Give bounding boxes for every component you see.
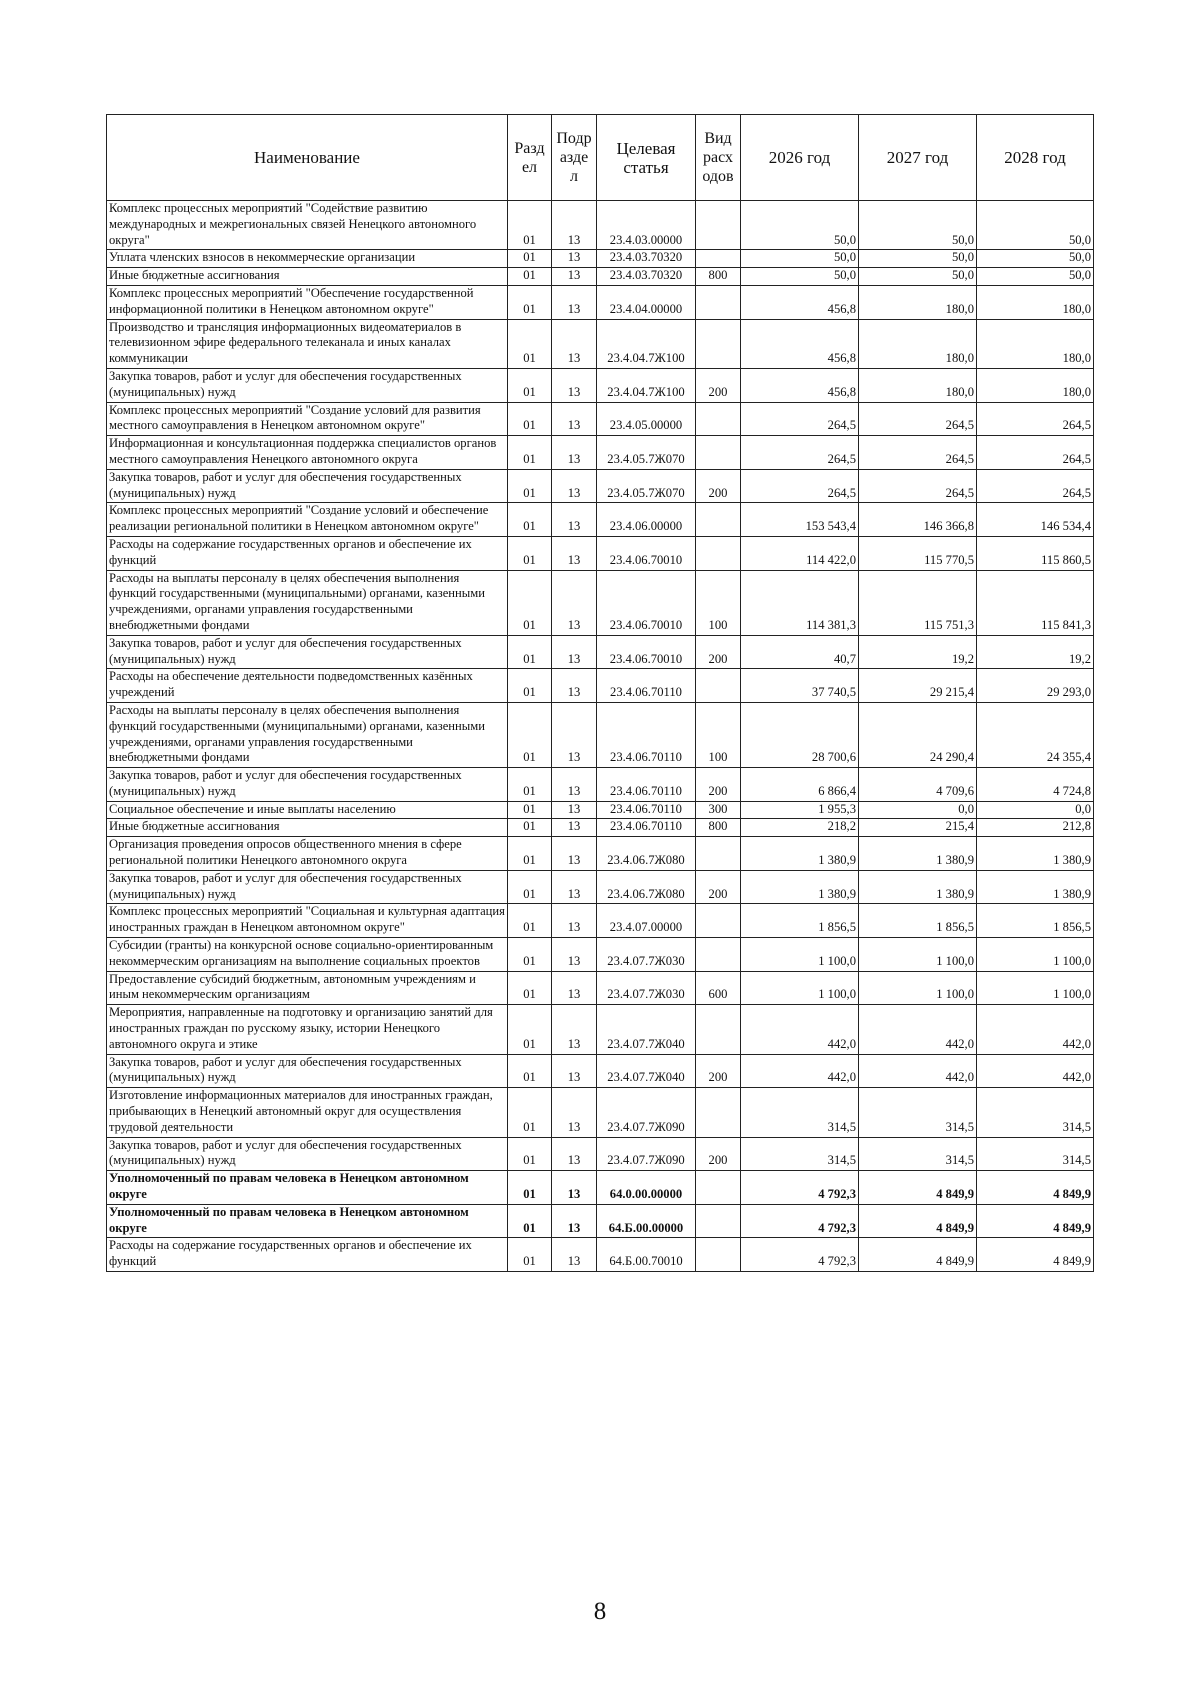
row-expense-type-cell (696, 1204, 741, 1238)
row-section-cell: 01 (508, 1238, 552, 1272)
table-row (107, 1088, 1094, 1137)
row-amount-2027-cell: 1 100,0 (859, 971, 977, 1005)
row-amount-2028-cell: 1 100,0 (977, 971, 1094, 1005)
row-amount-2027-cell: 264,5 (859, 436, 977, 470)
table-row (107, 1054, 1094, 1088)
row-expense-type-cell (696, 904, 741, 938)
row-subsection-cell: 13 (552, 503, 597, 537)
row-expense-type-cell: 600 (696, 971, 741, 1005)
row-amount-2028-cell: 4 724,8 (977, 768, 1094, 802)
row-subsection-cell: 13 (552, 870, 597, 904)
row-subsection-cell: 13 (552, 938, 597, 972)
row-expense-type-cell (696, 837, 741, 871)
row-section-cell: 01 (508, 971, 552, 1005)
row-subsection-cell: 13 (552, 285, 597, 319)
row-amount-2028-cell: 442,0 (977, 1054, 1094, 1088)
row-amount-2028-cell: 212,8 (977, 819, 1094, 837)
row-amount-2027-cell: 4 709,6 (859, 768, 977, 802)
row-name-cell: Комплекс процессных мероприятий "Создание условий и обеспечение реализации региональной политики в Ненецком автономном округе" (107, 503, 508, 537)
row-target-article-cell: 23.4.04.00000 (597, 285, 696, 319)
row-section-cell: 01 (508, 1054, 552, 1088)
row-amount-2026-cell: 6 866,4 (741, 768, 859, 802)
row-name-cell: Изготовление информационных материалов для иностранных граждан, прибывающих в Ненецкий автономный округ для осуществления трудовой деятельности (107, 1088, 508, 1137)
row-subsection-cell: 13 (552, 819, 597, 837)
table-row (107, 402, 1094, 436)
row-amount-2027-cell: 0,0 (859, 801, 977, 819)
row-name-cell: Организация проведения опросов общественного мнения в сфере региональной политики Ненецкого автономного округа (107, 837, 508, 871)
row-name-cell: Закупка товаров, работ и услуг для обеспечения государственных (муниципальных) нужд (107, 870, 508, 904)
row-expense-type-cell: 800 (696, 268, 741, 286)
row-section-cell: 01 (508, 201, 552, 250)
row-expense-type-cell: 100 (696, 702, 741, 767)
row-name-cell: Информационная и консультационная поддержка специалистов органов местного самоуправления Ненецкого автономного округа (107, 436, 508, 470)
row-name-cell: Уполномоченный по правам человека в Ненецком автономном округе (107, 1171, 508, 1205)
row-amount-2026-cell: 456,8 (741, 368, 859, 402)
row-amount-2026-cell: 264,5 (741, 402, 859, 436)
row-name-cell: Закупка товаров, работ и услуг для обеспечения государственных (муниципальных) нужд (107, 1137, 508, 1171)
row-amount-2028-cell: 50,0 (977, 268, 1094, 286)
table-row (107, 1171, 1094, 1205)
row-subsection-cell: 13 (552, 250, 597, 268)
row-subsection-cell: 13 (552, 768, 597, 802)
row-section-cell: 01 (508, 402, 552, 436)
header-year-2026: 2026 год (741, 115, 859, 201)
row-amount-2028-cell: 24 355,4 (977, 702, 1094, 767)
row-target-article-cell: 23.4.04.7Ж100 (597, 368, 696, 402)
row-amount-2028-cell: 180,0 (977, 319, 1094, 368)
row-name-cell: Предоставление субсидий бюджетным, автономным учреждениям и иным некоммерческим организациям (107, 971, 508, 1005)
row-expense-type-cell (696, 669, 741, 703)
row-subsection-cell: 13 (552, 1005, 597, 1054)
row-subsection-cell: 13 (552, 368, 597, 402)
row-amount-2026-cell: 456,8 (741, 319, 859, 368)
row-amount-2027-cell: 1 380,9 (859, 870, 977, 904)
row-subsection-cell: 13 (552, 402, 597, 436)
row-amount-2028-cell: 314,5 (977, 1088, 1094, 1137)
row-subsection-cell: 13 (552, 1137, 597, 1171)
table-row (107, 702, 1094, 767)
row-subsection-cell: 13 (552, 669, 597, 703)
row-amount-2028-cell: 1 856,5 (977, 904, 1094, 938)
table-row (107, 904, 1094, 938)
row-subsection-cell: 13 (552, 801, 597, 819)
row-expense-type-cell: 200 (696, 768, 741, 802)
row-amount-2026-cell: 4 792,3 (741, 1238, 859, 1272)
row-section-cell: 01 (508, 469, 552, 503)
row-amount-2026-cell: 37 740,5 (741, 669, 859, 703)
row-amount-2026-cell: 153 543,4 (741, 503, 859, 537)
row-amount-2027-cell: 115 770,5 (859, 536, 977, 570)
row-expense-type-cell (696, 1088, 741, 1137)
row-section-cell: 01 (508, 1204, 552, 1238)
row-amount-2028-cell: 0,0 (977, 801, 1094, 819)
row-target-article-cell: 23.4.07.7Ж040 (597, 1054, 696, 1088)
row-amount-2027-cell: 146 366,8 (859, 503, 977, 537)
table-row (107, 436, 1094, 470)
row-amount-2026-cell: 314,5 (741, 1088, 859, 1137)
row-subsection-cell: 13 (552, 319, 597, 368)
row-section-cell: 01 (508, 285, 552, 319)
row-expense-type-cell (696, 1171, 741, 1205)
table-row (107, 837, 1094, 871)
row-amount-2027-cell: 1 380,9 (859, 837, 977, 871)
row-target-article-cell: 23.4.06.70110 (597, 702, 696, 767)
row-target-article-cell: 23.4.03.70320 (597, 250, 696, 268)
row-target-article-cell: 23.4.05.7Ж070 (597, 469, 696, 503)
row-name-cell: Закупка товаров, работ и услуг для обеспечения государственных (муниципальных) нужд (107, 469, 508, 503)
row-amount-2028-cell: 146 534,4 (977, 503, 1094, 537)
row-amount-2026-cell: 1 100,0 (741, 938, 859, 972)
page-number: 8 (593, 1598, 607, 1625)
row-amount-2028-cell: 4 849,9 (977, 1171, 1094, 1205)
row-expense-type-cell: 200 (696, 469, 741, 503)
row-subsection-cell: 13 (552, 268, 597, 286)
row-expense-type-cell: 200 (696, 1054, 741, 1088)
row-target-article-cell: 64.0.00.00000 (597, 1171, 696, 1205)
row-section-cell: 01 (508, 1088, 552, 1137)
row-name-cell: Уполномоченный по правам человека в Ненецком автономном округе (107, 1204, 508, 1238)
row-amount-2026-cell: 264,5 (741, 469, 859, 503)
row-subsection-cell: 13 (552, 971, 597, 1005)
row-name-cell: Расходы на обеспечение деятельности подведомственных казённых учреждений (107, 669, 508, 703)
row-amount-2026-cell: 50,0 (741, 201, 859, 250)
row-section-cell: 01 (508, 536, 552, 570)
row-amount-2026-cell: 40,7 (741, 635, 859, 669)
row-name-cell: Комплекс процессных мероприятий "Обеспечение государственной информационной политики в Ненецком автономном округе" (107, 285, 508, 319)
row-amount-2027-cell: 264,5 (859, 402, 977, 436)
row-amount-2028-cell: 264,5 (977, 469, 1094, 503)
header-target-article: Целевая статья (597, 115, 696, 201)
row-name-cell: Социальное обеспечение и иные выплаты населению (107, 801, 508, 819)
header-expense-type: Вид расх одов (696, 115, 741, 201)
row-amount-2026-cell: 314,5 (741, 1137, 859, 1171)
row-amount-2028-cell: 4 849,9 (977, 1204, 1094, 1238)
row-amount-2027-cell: 24 290,4 (859, 702, 977, 767)
header-year-2028: 2028 год (977, 115, 1094, 201)
row-expense-type-cell (696, 285, 741, 319)
row-name-cell: Мероприятия, направленные на подготовку и организацию занятий для иностранных граждан по русскому языку, истории Ненецкого автономного округа и этике (107, 1005, 508, 1054)
row-amount-2026-cell: 264,5 (741, 436, 859, 470)
row-section-cell: 01 (508, 503, 552, 537)
row-amount-2028-cell: 115 860,5 (977, 536, 1094, 570)
budget-table (106, 114, 1094, 1272)
row-section-cell: 01 (508, 319, 552, 368)
row-subsection-cell: 13 (552, 635, 597, 669)
row-amount-2026-cell: 1 380,9 (741, 870, 859, 904)
table-row (107, 768, 1094, 802)
table-row (107, 669, 1094, 703)
row-subsection-cell: 13 (552, 904, 597, 938)
table-row (107, 201, 1094, 250)
row-name-cell: Комплекс процессных мероприятий "Создание условий для развития местного самоуправления в Ненецком автономном округе" (107, 402, 508, 436)
row-section-cell: 01 (508, 635, 552, 669)
row-amount-2027-cell: 50,0 (859, 201, 977, 250)
row-subsection-cell: 13 (552, 570, 597, 635)
row-expense-type-cell (696, 436, 741, 470)
row-name-cell: Расходы на выплаты персоналу в целях обеспечения выполнения функций государственными (муниципальными) органами, казенными учреждениями, органами управления государственными внебюджетными фондами (107, 570, 508, 635)
row-target-article-cell: 23.4.07.7Ж030 (597, 971, 696, 1005)
row-name-cell: Расходы на выплаты персоналу в целях обеспечения выполнения функций государственными (муниципальными) органами, казенными учреждениями, органами управления государственными внебюджетными фондами (107, 702, 508, 767)
row-amount-2026-cell: 456,8 (741, 285, 859, 319)
row-amount-2027-cell: 4 849,9 (859, 1204, 977, 1238)
row-expense-type-cell: 800 (696, 819, 741, 837)
row-amount-2028-cell: 180,0 (977, 368, 1094, 402)
row-target-article-cell: 23.4.04.7Ж100 (597, 319, 696, 368)
row-expense-type-cell: 100 (696, 570, 741, 635)
table-row (107, 503, 1094, 537)
row-expense-type-cell (696, 1238, 741, 1272)
row-amount-2028-cell: 29 293,0 (977, 669, 1094, 703)
row-target-article-cell: 23.4.07.7Ж090 (597, 1137, 696, 1171)
header-name: Наименование (107, 115, 508, 201)
row-target-article-cell: 23.4.06.70010 (597, 635, 696, 669)
row-target-article-cell: 64.Б.00.00000 (597, 1204, 696, 1238)
row-target-article-cell: 23.4.06.7Ж080 (597, 837, 696, 871)
header-year-2027: 2027 год (859, 115, 977, 201)
row-expense-type-cell (696, 503, 741, 537)
row-amount-2028-cell: 1 380,9 (977, 870, 1094, 904)
row-name-cell: Субсидии (гранты) на конкурсной основе социально-ориентированным некоммерческим организациям на выполнение социальных проектов (107, 938, 508, 972)
row-amount-2027-cell: 180,0 (859, 285, 977, 319)
row-expense-type-cell (696, 250, 741, 268)
table-row (107, 819, 1094, 837)
table-row (107, 268, 1094, 286)
row-amount-2026-cell: 1 380,9 (741, 837, 859, 871)
row-amount-2026-cell: 1 856,5 (741, 904, 859, 938)
row-target-article-cell: 23.4.03.00000 (597, 201, 696, 250)
row-section-cell: 01 (508, 870, 552, 904)
row-subsection-cell: 13 (552, 1204, 597, 1238)
row-subsection-cell: 13 (552, 469, 597, 503)
row-name-cell: Комплекс процессных мероприятий "Содействие развитию международных и межрегиональных связей Ненецкого автономного округа" (107, 201, 508, 250)
row-amount-2026-cell: 442,0 (741, 1005, 859, 1054)
row-amount-2028-cell: 264,5 (977, 402, 1094, 436)
table-row (107, 938, 1094, 972)
row-name-cell: Закупка товаров, работ и услуг для обеспечения государственных (муниципальных) нужд (107, 368, 508, 402)
row-amount-2026-cell: 442,0 (741, 1054, 859, 1088)
row-amount-2027-cell: 442,0 (859, 1005, 977, 1054)
row-section-cell: 01 (508, 938, 552, 972)
table-row (107, 801, 1094, 819)
row-amount-2026-cell: 50,0 (741, 250, 859, 268)
row-amount-2026-cell: 4 792,3 (741, 1171, 859, 1205)
table-row (107, 870, 1094, 904)
row-amount-2028-cell: 4 849,9 (977, 1238, 1094, 1272)
row-section-cell: 01 (508, 368, 552, 402)
row-amount-2028-cell: 314,5 (977, 1137, 1094, 1171)
row-expense-type-cell: 300 (696, 801, 741, 819)
row-subsection-cell: 13 (552, 536, 597, 570)
table-row (107, 971, 1094, 1005)
row-amount-2027-cell: 180,0 (859, 319, 977, 368)
table-row (107, 319, 1094, 368)
row-amount-2028-cell: 1 100,0 (977, 938, 1094, 972)
row-section-cell: 01 (508, 1005, 552, 1054)
row-section-cell: 01 (508, 268, 552, 286)
row-subsection-cell: 13 (552, 1054, 597, 1088)
row-target-article-cell: 23.4.06.70010 (597, 536, 696, 570)
row-target-article-cell: 64.Б.00.70010 (597, 1238, 696, 1272)
row-expense-type-cell: 200 (696, 1137, 741, 1171)
row-amount-2027-cell: 29 215,4 (859, 669, 977, 703)
row-amount-2026-cell: 114 422,0 (741, 536, 859, 570)
table-row (107, 368, 1094, 402)
row-target-article-cell: 23.4.07.7Ж090 (597, 1088, 696, 1137)
row-section-cell: 01 (508, 801, 552, 819)
row-name-cell: Иные бюджетные ассигнования (107, 268, 508, 286)
row-target-article-cell: 23.4.03.70320 (597, 268, 696, 286)
row-amount-2026-cell: 1 955,3 (741, 801, 859, 819)
row-target-article-cell: 23.4.05.00000 (597, 402, 696, 436)
row-subsection-cell: 13 (552, 1238, 597, 1272)
row-amount-2028-cell: 180,0 (977, 285, 1094, 319)
row-amount-2028-cell: 50,0 (977, 250, 1094, 268)
table-row (107, 536, 1094, 570)
row-expense-type-cell (696, 201, 741, 250)
table-header-row (107, 115, 1094, 201)
table-row (107, 1005, 1094, 1054)
table-row (107, 1137, 1094, 1171)
row-amount-2028-cell: 442,0 (977, 1005, 1094, 1054)
row-subsection-cell: 13 (552, 1088, 597, 1137)
table-row (107, 285, 1094, 319)
row-amount-2027-cell: 50,0 (859, 250, 977, 268)
row-name-cell: Закупка товаров, работ и услуг для обеспечения государственных (муниципальных) нужд (107, 1054, 508, 1088)
row-amount-2027-cell: 314,5 (859, 1088, 977, 1137)
row-expense-type-cell: 200 (696, 368, 741, 402)
row-amount-2028-cell: 115 841,3 (977, 570, 1094, 635)
row-amount-2026-cell: 1 100,0 (741, 971, 859, 1005)
row-amount-2026-cell: 114 381,3 (741, 570, 859, 635)
row-target-article-cell: 23.4.07.00000 (597, 904, 696, 938)
row-amount-2028-cell: 264,5 (977, 436, 1094, 470)
table-row (107, 250, 1094, 268)
row-amount-2027-cell: 314,5 (859, 1137, 977, 1171)
row-section-cell: 01 (508, 837, 552, 871)
row-target-article-cell: 23.4.06.7Ж080 (597, 870, 696, 904)
row-target-article-cell: 23.4.07.7Ж040 (597, 1005, 696, 1054)
row-target-article-cell: 23.4.05.7Ж070 (597, 436, 696, 470)
row-name-cell: Комплекс процессных мероприятий "Социальная и культурная адаптация иностранных граждан в Ненецком автономном округе" (107, 904, 508, 938)
row-amount-2027-cell: 1 856,5 (859, 904, 977, 938)
row-expense-type-cell (696, 319, 741, 368)
row-amount-2026-cell: 50,0 (741, 268, 859, 286)
row-amount-2027-cell: 19,2 (859, 635, 977, 669)
row-target-article-cell: 23.4.06.70110 (597, 669, 696, 703)
row-section-cell: 01 (508, 702, 552, 767)
table-row (107, 1238, 1094, 1272)
row-expense-type-cell (696, 402, 741, 436)
row-section-cell: 01 (508, 1171, 552, 1205)
row-name-cell: Производство и трансляция информационных видеоматериалов в телевизионном эфире федерального телеканала и иных каналах коммуникации (107, 319, 508, 368)
row-section-cell: 01 (508, 904, 552, 938)
row-expense-type-cell (696, 536, 741, 570)
row-amount-2027-cell: 4 849,9 (859, 1238, 977, 1272)
row-target-article-cell: 23.4.06.00000 (597, 503, 696, 537)
row-name-cell: Иные бюджетные ассигнования (107, 819, 508, 837)
row-name-cell: Расходы на содержание государственных органов и обеспечение их функций (107, 1238, 508, 1272)
row-amount-2026-cell: 28 700,6 (741, 702, 859, 767)
table-row (107, 635, 1094, 669)
row-amount-2027-cell: 115 751,3 (859, 570, 977, 635)
row-expense-type-cell: 200 (696, 870, 741, 904)
row-name-cell: Уплата членских взносов в некоммерческие организации (107, 250, 508, 268)
row-subsection-cell: 13 (552, 436, 597, 470)
row-subsection-cell: 13 (552, 201, 597, 250)
row-amount-2028-cell: 1 380,9 (977, 837, 1094, 871)
row-amount-2027-cell: 50,0 (859, 268, 977, 286)
row-amount-2026-cell: 4 792,3 (741, 1204, 859, 1238)
row-amount-2027-cell: 4 849,9 (859, 1171, 977, 1205)
row-amount-2027-cell: 215,4 (859, 819, 977, 837)
header-section: Разд ел (508, 115, 552, 201)
row-expense-type-cell: 200 (696, 635, 741, 669)
row-amount-2027-cell: 264,5 (859, 469, 977, 503)
row-section-cell: 01 (508, 250, 552, 268)
row-target-article-cell: 23.4.06.70010 (597, 570, 696, 635)
row-name-cell: Расходы на содержание государственных органов и обеспечение их функций (107, 536, 508, 570)
row-amount-2028-cell: 19,2 (977, 635, 1094, 669)
row-subsection-cell: 13 (552, 702, 597, 767)
table-body (107, 201, 1094, 1272)
row-amount-2027-cell: 442,0 (859, 1054, 977, 1088)
row-section-cell: 01 (508, 768, 552, 802)
row-section-cell: 01 (508, 436, 552, 470)
row-name-cell: Закупка товаров, работ и услуг для обеспечения государственных (муниципальных) нужд (107, 635, 508, 669)
row-subsection-cell: 13 (552, 837, 597, 871)
row-amount-2026-cell: 218,2 (741, 819, 859, 837)
row-section-cell: 01 (508, 819, 552, 837)
row-target-article-cell: 23.4.06.70110 (597, 801, 696, 819)
table-row (107, 1204, 1094, 1238)
row-section-cell: 01 (508, 669, 552, 703)
row-expense-type-cell (696, 938, 741, 972)
row-amount-2027-cell: 1 100,0 (859, 938, 977, 972)
row-subsection-cell: 13 (552, 1171, 597, 1205)
row-target-article-cell: 23.4.07.7Ж030 (597, 938, 696, 972)
table-row (107, 570, 1094, 635)
row-section-cell: 01 (508, 570, 552, 635)
table-row (107, 469, 1094, 503)
row-amount-2028-cell: 50,0 (977, 201, 1094, 250)
row-target-article-cell: 23.4.06.70110 (597, 768, 696, 802)
header-subsection: Подр азде л (552, 115, 597, 201)
row-expense-type-cell (696, 1005, 741, 1054)
row-section-cell: 01 (508, 1137, 552, 1171)
row-name-cell: Закупка товаров, работ и услуг для обеспечения государственных (муниципальных) нужд (107, 768, 508, 802)
row-target-article-cell: 23.4.06.70110 (597, 819, 696, 837)
row-amount-2027-cell: 180,0 (859, 368, 977, 402)
